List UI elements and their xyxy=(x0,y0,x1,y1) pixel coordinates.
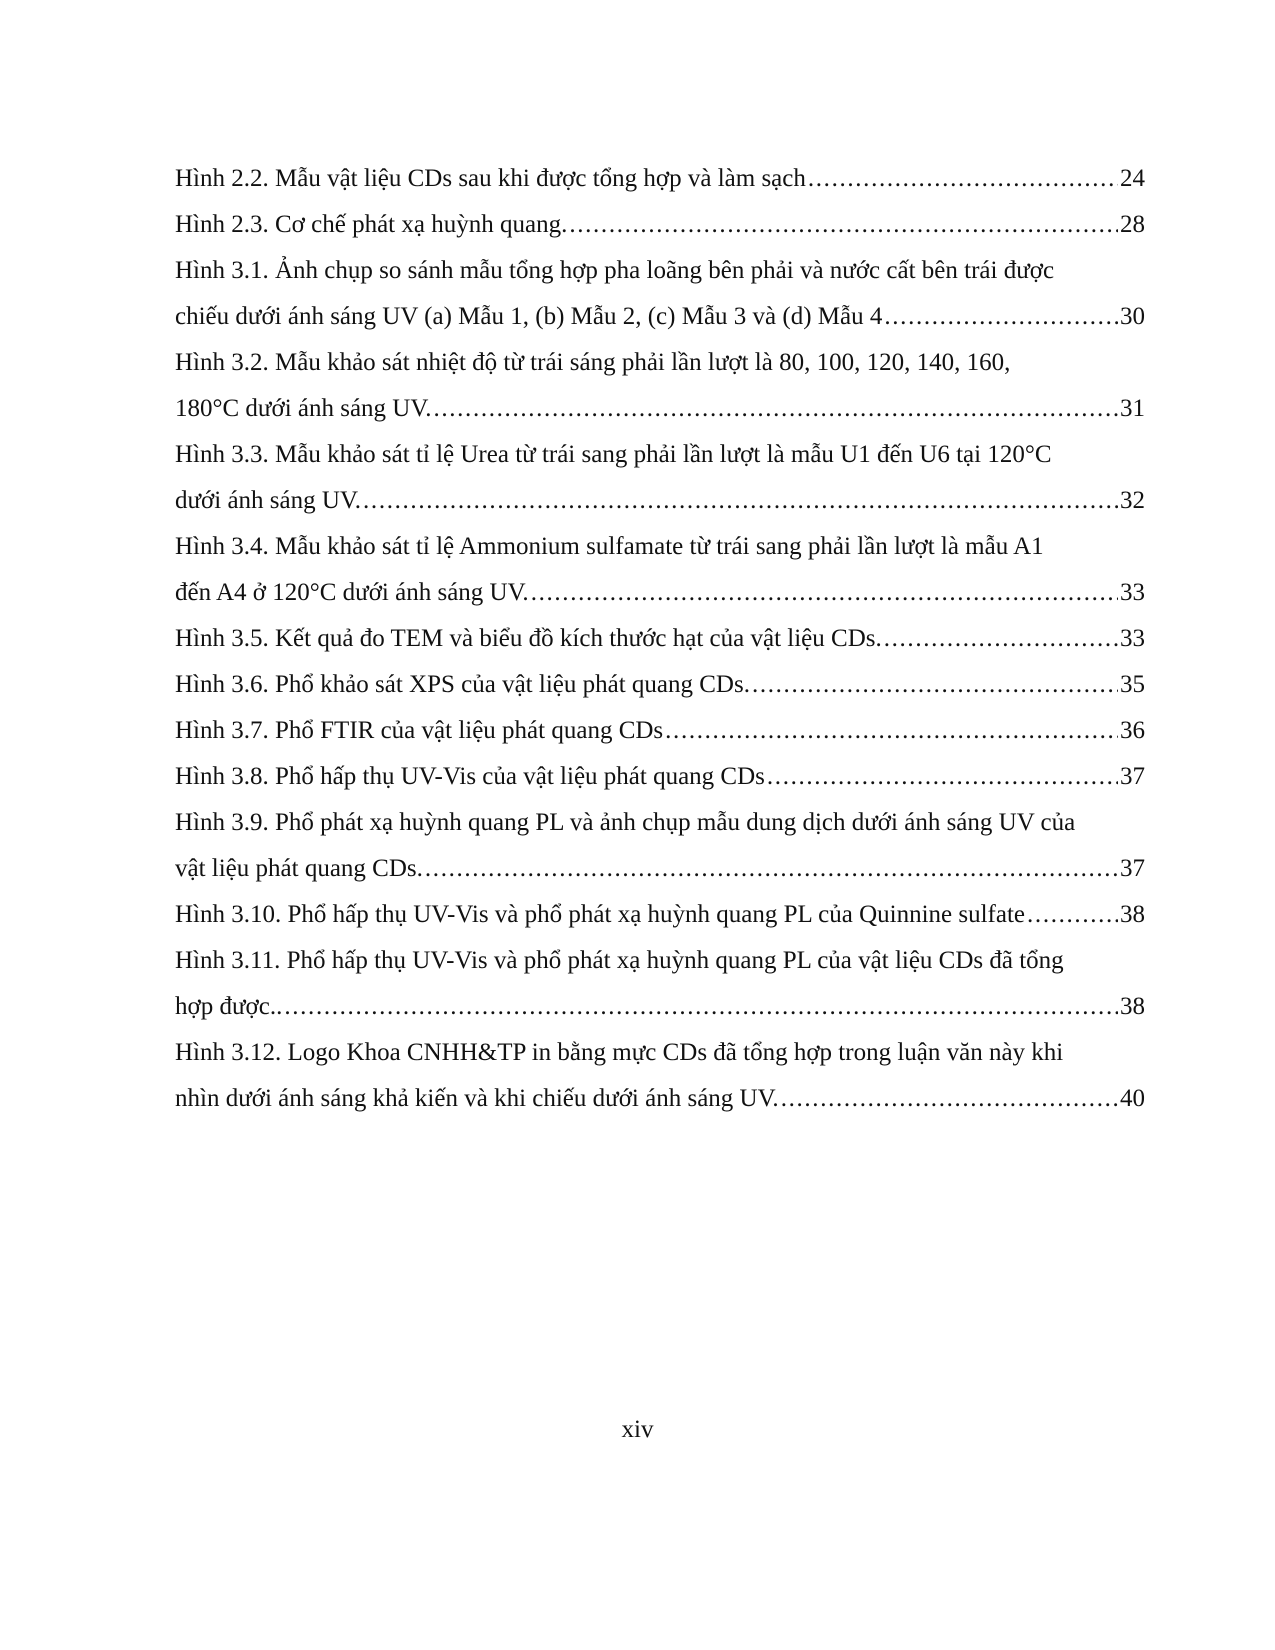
toc-entry-text: Hình 3.9. Phổ phát xạ huỳnh quang PL và ảnh chụp mẫu dung dịch dưới ánh sáng UV của xyxy=(175,809,1076,836)
toc-line xyxy=(175,708,1145,754)
toc-line xyxy=(175,984,1145,1030)
toc-line xyxy=(175,478,1145,524)
toc-line xyxy=(175,1076,1145,1122)
dot-leader xyxy=(363,478,1118,524)
dot-leader xyxy=(665,708,1118,754)
dot-leader xyxy=(767,754,1118,800)
toc-line xyxy=(175,800,1145,846)
toc-entry-text: Hình 3.5. Kết quả đo TEM và biểu đồ kích thước hạt của vật liệu CDs. xyxy=(175,625,882,652)
dot-leader xyxy=(884,616,1118,662)
toc-line xyxy=(175,892,1145,938)
toc-entry xyxy=(175,616,1145,662)
toc-entry-text: Hình 3.10. Phổ hấp thụ UV-Vis và phổ phát xạ huỳnh quang PL của Quinnine sulfate xyxy=(175,901,1026,928)
toc-entry-text: Hình 3.6. Phổ khảo sát XPS của vật liệu phát quang CDs. xyxy=(175,671,750,698)
toc-entry xyxy=(175,156,1145,202)
toc-page-number: 31 xyxy=(1120,395,1145,422)
toc-page-number: 36 xyxy=(1120,717,1145,744)
toc-page-number: 30 xyxy=(1120,303,1145,330)
toc-entry xyxy=(175,800,1145,892)
toc-page-number: 33 xyxy=(1120,579,1145,606)
dot-leader xyxy=(425,846,1118,892)
toc-page-number: 37 xyxy=(1120,855,1145,882)
toc-entry-text-continued: đến A4 ở 120°C dưới ánh sáng UV. xyxy=(175,579,529,606)
toc-line xyxy=(175,616,1145,662)
toc-line xyxy=(175,938,1145,984)
toc-entry-text: Hình 3.12. Logo Khoa CNHH&TP in bằng mực CDs đã tổng hợp trong luận văn này khi xyxy=(175,1039,1064,1066)
toc-entry xyxy=(175,202,1145,248)
toc-entry-text-continued: dưới ánh sáng UV. xyxy=(175,487,362,514)
toc-line xyxy=(175,1030,1145,1076)
toc-entry xyxy=(175,340,1145,432)
toc-page-number: 37 xyxy=(1120,763,1145,790)
toc-entry xyxy=(175,938,1145,1030)
toc-entry-text: Hình 2.3. Cơ chế phát xạ huỳnh quang. xyxy=(175,211,568,238)
toc-entry-text: Hình 3.3. Mẫu khảo sát tỉ lệ Urea từ trái sang phải lần lượt là mẫu U1 đến U6 tại 120°C xyxy=(175,441,1052,468)
toc-entry-text: Hình 3.11. Phổ hấp thụ UV-Vis và phổ phát xạ huỳnh quang PL của vật liệu CDs đã tổng xyxy=(175,947,1064,974)
toc-entry-text-continued: 180°C dưới ánh sáng UV. xyxy=(175,395,432,422)
toc-page-number: 35 xyxy=(1120,671,1145,698)
toc-entry-text: Hình 3.2. Mẫu khảo sát nhiệt độ từ trái sáng phải lần lượt là 80, 100, 120, 140, 160, xyxy=(175,349,1011,376)
toc-page-number: 24 xyxy=(1120,165,1145,192)
toc-entry-text: Hình 3.7. Phổ FTIR của vật liệu phát quang CDs xyxy=(175,717,664,744)
toc-entry xyxy=(175,754,1145,800)
toc-page-number: 28 xyxy=(1120,211,1145,238)
dot-leader xyxy=(569,202,1118,248)
toc-entry-text-continued: vật liệu phát quang CDs. xyxy=(175,855,423,882)
toc-line xyxy=(175,662,1145,708)
toc-entry-text: Hình 3.1. Ảnh chụp so sánh mẫu tổng hợp pha loãng bên phải và nước cất bên trái được xyxy=(175,257,1055,284)
toc-entry xyxy=(175,1030,1145,1122)
toc-entry-text: Hình 3.8. Phổ hấp thụ UV-Vis của vật liệu phát quang CDs xyxy=(175,763,765,790)
toc-line xyxy=(175,202,1145,248)
toc-line xyxy=(175,524,1145,570)
toc-line xyxy=(175,570,1145,616)
toc-page-number: 33 xyxy=(1120,625,1145,652)
toc-entry-text-continued: nhìn dưới ánh sáng khả kiến và khi chiếu dưới ánh sáng UV. xyxy=(175,1085,779,1112)
dot-leader xyxy=(1027,892,1118,938)
toc-entry-text-continued: hợp được.. xyxy=(175,993,283,1020)
toc-line xyxy=(175,432,1145,478)
dot-leader xyxy=(808,156,1118,202)
toc-line xyxy=(175,156,1145,202)
toc-entry-text-continued: chiếu dưới ánh sáng UV (a) Mẫu 1, (b) Mẫu 2, (c) Mẫu 3 và (d) Mẫu 4 xyxy=(175,303,883,330)
page-number: xiv xyxy=(621,1416,654,1443)
toc-line xyxy=(175,754,1145,800)
dot-leader xyxy=(531,570,1118,616)
toc-line xyxy=(175,340,1145,386)
toc-line xyxy=(175,294,1145,340)
toc-entry xyxy=(175,662,1145,708)
toc-line xyxy=(175,386,1145,432)
list-of-figures xyxy=(175,156,1145,1122)
toc-line xyxy=(175,846,1145,892)
toc-page-number: 32 xyxy=(1120,487,1145,514)
dot-leader xyxy=(284,984,1118,1030)
toc-entry-text: Hình 2.2. Mẫu vật liệu CDs sau khi được tổng hợp và làm sạch xyxy=(175,165,806,192)
toc-entry xyxy=(175,708,1145,754)
toc-entry xyxy=(175,892,1145,938)
toc-line xyxy=(175,248,1145,294)
toc-page-number: 38 xyxy=(1120,901,1145,928)
toc-entry-text: Hình 3.4. Mẫu khảo sát tỉ lệ Ammonium sulfamate từ trái sang phải lần lượt là mẫu A1 xyxy=(175,533,1044,560)
dot-leader xyxy=(752,662,1118,708)
toc-entry xyxy=(175,248,1145,340)
toc-entry xyxy=(175,524,1145,616)
dot-leader xyxy=(884,294,1118,340)
dot-leader xyxy=(781,1076,1118,1122)
toc-page-number: 40 xyxy=(1120,1085,1145,1112)
toc-page-number: 38 xyxy=(1120,993,1145,1020)
dot-leader xyxy=(433,386,1118,432)
toc-entry xyxy=(175,432,1145,524)
